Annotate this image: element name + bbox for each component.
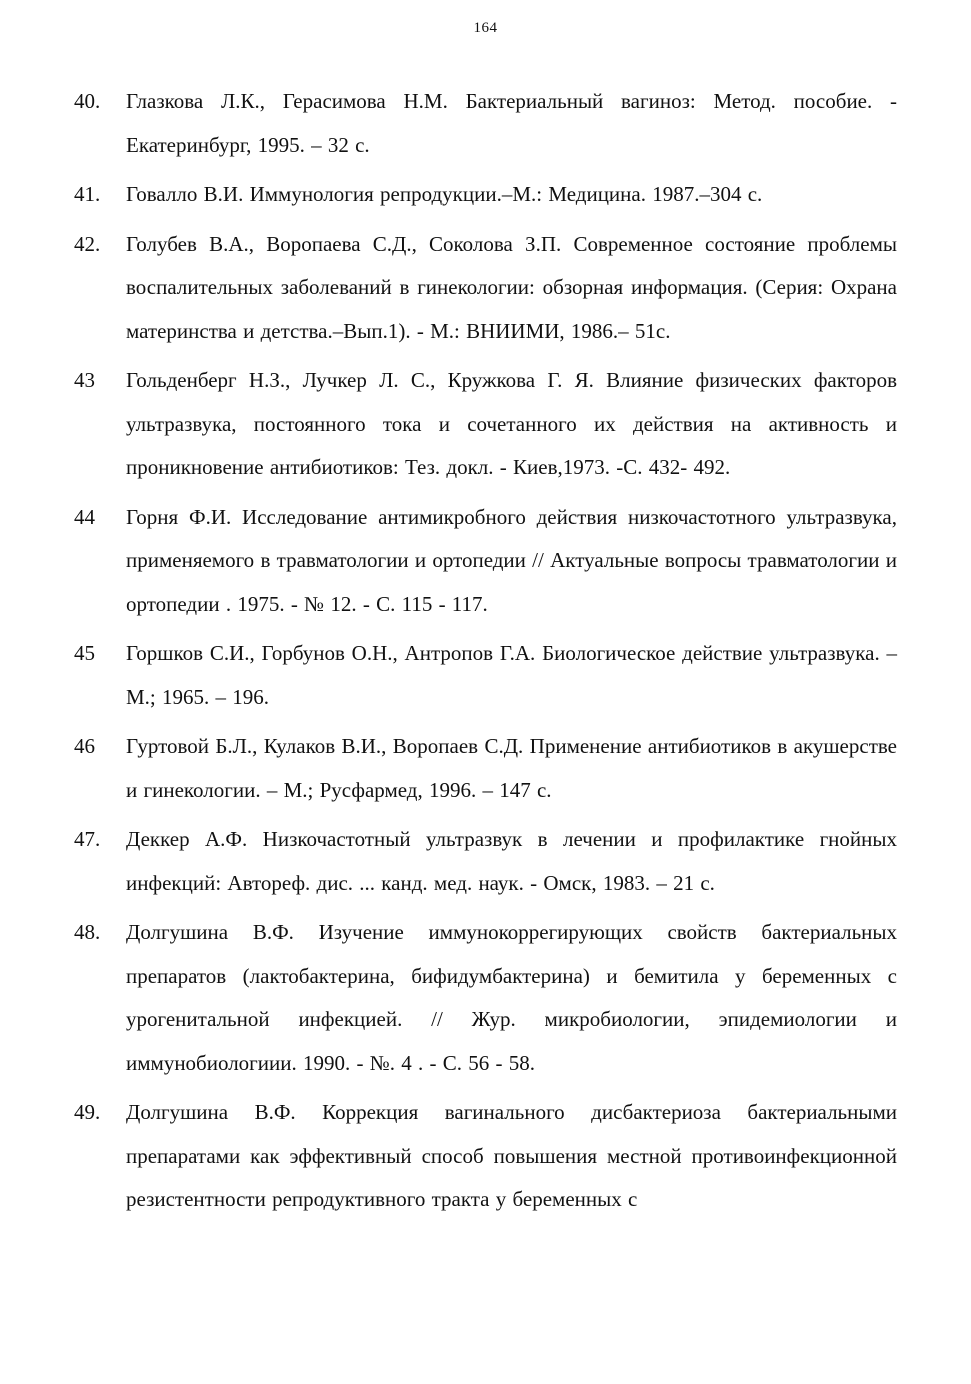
reference-text: Говалло В.И. Иммунология репродукции.–М.: Медицина. 1987.–304 с. xyxy=(126,182,763,206)
reference-text: Горня Ф.И. Исследование антимикробного действия низкочастотного ультразвука, применяемого в травматологии и ортопедии // Актуальные вопросы травматологии и ортопедии . 1975. - № 12. - С. 115 - 117. xyxy=(126,504,897,616)
reference-item xyxy=(74,80,897,167)
reference-item xyxy=(74,725,897,812)
reference-item xyxy=(74,1091,897,1222)
reference-number: 41. xyxy=(74,182,101,206)
reference-number: 45 xyxy=(74,641,95,665)
reference-text: Гольденберг Н.З., Лучкер Л. С., Кружкова Г. Я. Влияние физических факторов ультразвука, постоянного тока и сочетанного их действия на активность и проникновение антибиотиков: Тез. докл. - Киев,1973. -С. 432- 492. xyxy=(126,368,897,479)
page-number: 164 xyxy=(473,20,498,36)
reference-item xyxy=(74,632,897,719)
reference-item xyxy=(74,496,897,627)
reference-item xyxy=(74,911,897,1085)
reference-item xyxy=(74,359,897,490)
reference-text: Деккер А.Ф. Низкочастотный ультразвук в лечении и профилактике гнойных инфекций: Автореф. дис. ... канд. мед. наук. - Омск, 1983. – 21 с. xyxy=(126,827,897,895)
reference-number: 47. xyxy=(74,827,101,851)
reference-list xyxy=(74,80,897,1228)
reference-number: 42. xyxy=(74,231,101,256)
reference-number: 43 xyxy=(74,368,95,392)
reference-item xyxy=(74,173,897,217)
reference-item xyxy=(74,223,897,354)
reference-number: 46 xyxy=(74,734,95,758)
reference-text: Гуртовой Б.Л., Кулаков В.И., Воропаев С.Д. Применение антибиотиков в акушерстве и гинекологии. – М.; Русфармед, 1996. – 147 с. xyxy=(126,734,897,802)
reference-number: 44 xyxy=(74,504,95,529)
reference-text: Глазкова Л.К., Герасимова Н.М. Бактериальный вагиноз: Метод. пособие. - Екатеринбург, 1995. – 32 с. xyxy=(126,89,897,157)
reference-number: 48. xyxy=(74,920,101,944)
reference-item xyxy=(74,818,897,905)
reference-number: 40. xyxy=(74,89,101,113)
reference-text: Долгушина В.Ф. Изучение иммунокоррегирующих свойств бактериальных препаратов (лактобактерина, бифидумбактерина) и бемитила у беременных с урогенитальной инфекцией. // Жур. микробиологии, эпидемиологии и иммунобиологиии. 1990. - №. 4 . - С. 56 - 58. xyxy=(126,920,897,1075)
reference-number: 49. xyxy=(74,1100,101,1124)
reference-text: Горшков С.И., Горбунов О.Н., Антропов Г.А. Биологическое действие ультразвука. – М.; 1965. – 196. xyxy=(126,641,897,709)
reference-text: Долгушина В.Ф. Коррекция вагинального дисбактериоза бактериальными препаратами как эффективный способ повышения местной противоинфекционной резистентности репродуктивного тракта у беременных с xyxy=(126,1100,897,1211)
reference-text: Голубев В.А., Воропаева С.Д., Соколова З.П. Современное состояние проблемы воспалительных заболеваний в гинекологии: обзорная информация. (Серия: Охрана материнства и детства.–Вып.1). - М.: ВНИИМИ, 1986.– 51с. xyxy=(126,231,897,343)
